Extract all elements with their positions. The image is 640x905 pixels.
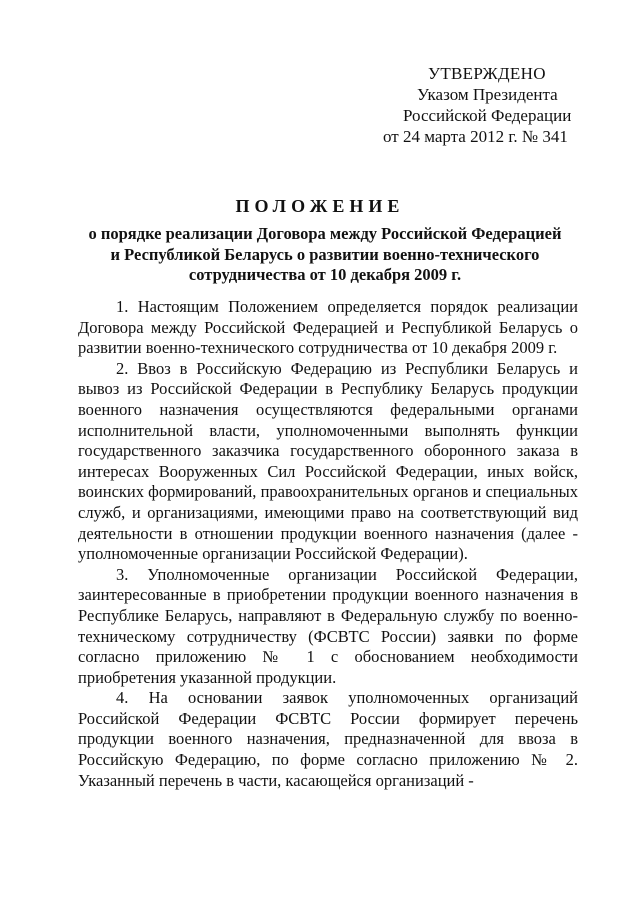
approval-stamp-block [380,63,590,147]
paragraph-3: 3. Уполномоченные организации Российской Федерации, заинтересованные в приобретении продукции военного назначения в Республике Беларусь, направляют в Федеральную службу по военно-техническому сотрудничеству (ФСВТС России) заявки по форме согласно приложению № 1 с обоснованием необходимости приобретения указанной продукции. [78,564,578,687]
approval-decree: Указом Президента [417,85,558,104]
approval-date: от 24 марта 2012 г. № 341 [383,127,568,146]
paragraph-1: 1. Настоящим Положением определяется порядок реализации Договора между Российской Федерацией и Республикой Беларусь о развитии военно-технического сотрудничества от 10 декабря 2009 г. [78,297,578,358]
document-title: ПОЛОЖЕНИЕ [235,196,405,216]
paragraph-2: 2. Ввоз в Российскую Федерацию из Республики Беларусь и вывоз из Российской Федерации в Республику Беларусь продукции военного назначения осуществляются федеральными органами исполнительной власти, уполномоченными выполнять функции государственного заказчика государственного оборонного заказа в интересах Вооруженных Сил Российской Федерации, иных войск, воинских формирований, правоохранительных органов и специальных служб, и организациями, имеющими право на соответствующий вид деятельности в отношении продукции военного назначения (далее - уполномоченные организации Российской Федерации). [78,358,578,564]
document-body [78,297,578,791]
approval-federation: Российской Федерации [403,106,572,125]
subtitle-line: и Республикой Беларусь о развитии военно-технического [110,244,540,264]
document-subtitle [60,224,590,286]
subtitle-line: сотрудничества от 10 декабря 2009 г. [188,265,462,284]
subtitle-line: о порядке реализации Договора между Российской Федерацией [88,224,562,243]
paragraph-4: 4. На основании заявок уполномоченных организаций Российской Федерации ФСВТС России формирует перечень продукции военного назначения, предназначенной для ввоза в Российскую Федерацию, по форме согласно приложению № 2. Указанный перечень в части, касающейся организаций - [78,688,578,790]
approval-title: УТВЕРЖДЕНО [428,64,546,83]
